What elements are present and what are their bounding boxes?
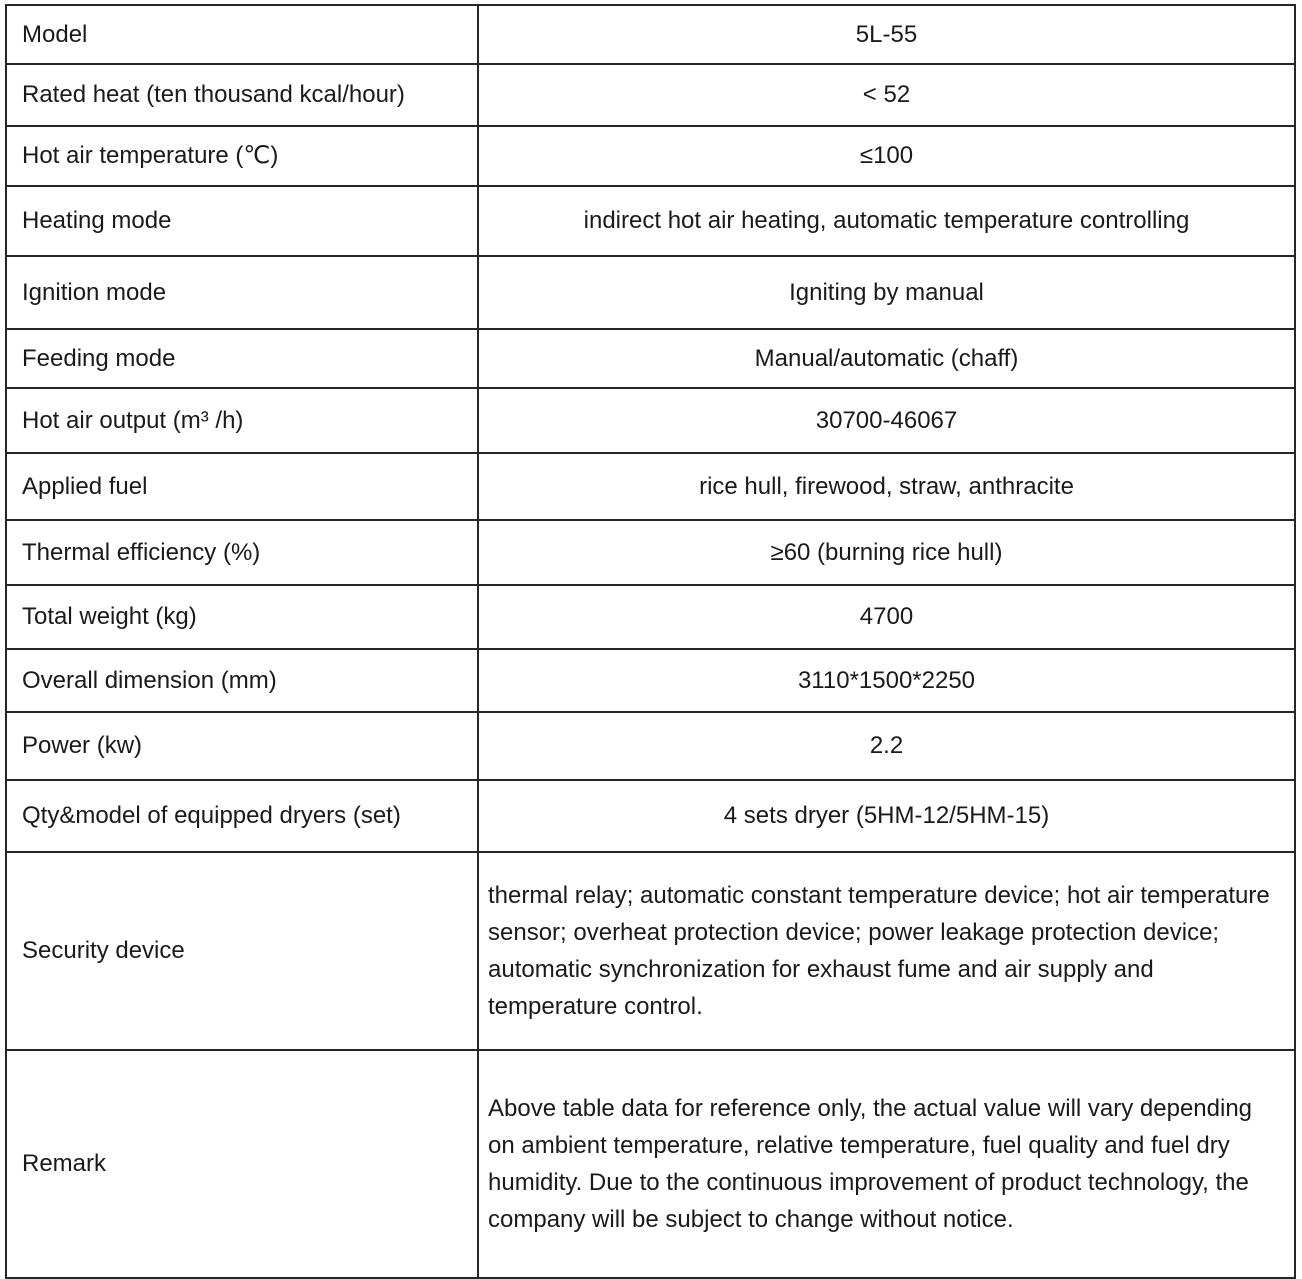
- table-row: [6, 520, 1295, 585]
- table-row: [6, 649, 1295, 712]
- spec-value: 4 sets dryer (5HM-12/5HM-15): [478, 780, 1295, 852]
- table-row: [6, 1050, 1295, 1278]
- spec-label: Applied fuel: [6, 453, 478, 520]
- spec-value: ≤100: [478, 126, 1295, 186]
- table-row: [6, 64, 1295, 126]
- spec-label: Feeding mode: [6, 329, 478, 388]
- table-row: [6, 585, 1295, 649]
- table-row: [6, 388, 1295, 453]
- table-row: [6, 453, 1295, 520]
- table-row: [6, 5, 1295, 64]
- spec-label: Qty&model of equipped dryers (set): [6, 780, 478, 852]
- table-row: [6, 329, 1295, 388]
- spec-value: 2.2: [478, 712, 1295, 780]
- spec-label: Ignition mode: [6, 256, 478, 329]
- table-row: [6, 780, 1295, 852]
- spec-value: Above table data for reference only, the actual value will vary depending on ambient temperature, relative temperature, fuel quality and fuel dry humidity. Due to the continuous improvement of product technology, the company will be subject to change without notice.: [478, 1050, 1295, 1278]
- spec-label: Heating mode: [6, 186, 478, 256]
- spec-label: Power (kw): [6, 712, 478, 780]
- spec-value: 30700-46067: [478, 388, 1295, 453]
- table-row: [6, 126, 1295, 186]
- spec-value: indirect hot air heating, automatic temperature controlling: [478, 186, 1295, 256]
- spec-label: Thermal efficiency (%): [6, 520, 478, 585]
- spec-value: 3110*1500*2250: [478, 649, 1295, 712]
- spec-label: Overall dimension (mm): [6, 649, 478, 712]
- spec-label: Model: [6, 5, 478, 64]
- spec-label: Hot air temperature (℃): [6, 126, 478, 186]
- spec-value: Manual/automatic (chaff): [478, 329, 1295, 388]
- spec-label: Security device: [6, 852, 478, 1050]
- spec-table: [5, 4, 1296, 1279]
- table-row: [6, 256, 1295, 329]
- spec-value: ≥60 (burning rice hull): [478, 520, 1295, 585]
- spec-label: Rated heat (ten thousand kcal/hour): [6, 64, 478, 126]
- spec-value: 5L-55: [478, 5, 1295, 64]
- spec-label: Remark: [6, 1050, 478, 1278]
- spec-label: Hot air output (m³ /h): [6, 388, 478, 453]
- spec-table-body: [6, 5, 1295, 1278]
- spec-label: Total weight (kg): [6, 585, 478, 649]
- spec-value: 4700: [478, 585, 1295, 649]
- table-row: [6, 852, 1295, 1050]
- spec-value: thermal relay; automatic constant temperature device; hot air temperature sensor; overheat protection device; power leakage protection device; automatic synchronization for exhaust fume and air supply and temperature control.: [478, 852, 1295, 1050]
- spec-value: Igniting by manual: [478, 256, 1295, 329]
- table-row: [6, 712, 1295, 780]
- spec-value: rice hull, firewood, straw, anthracite: [478, 453, 1295, 520]
- table-row: [6, 186, 1295, 256]
- spec-value: < 52: [478, 64, 1295, 126]
